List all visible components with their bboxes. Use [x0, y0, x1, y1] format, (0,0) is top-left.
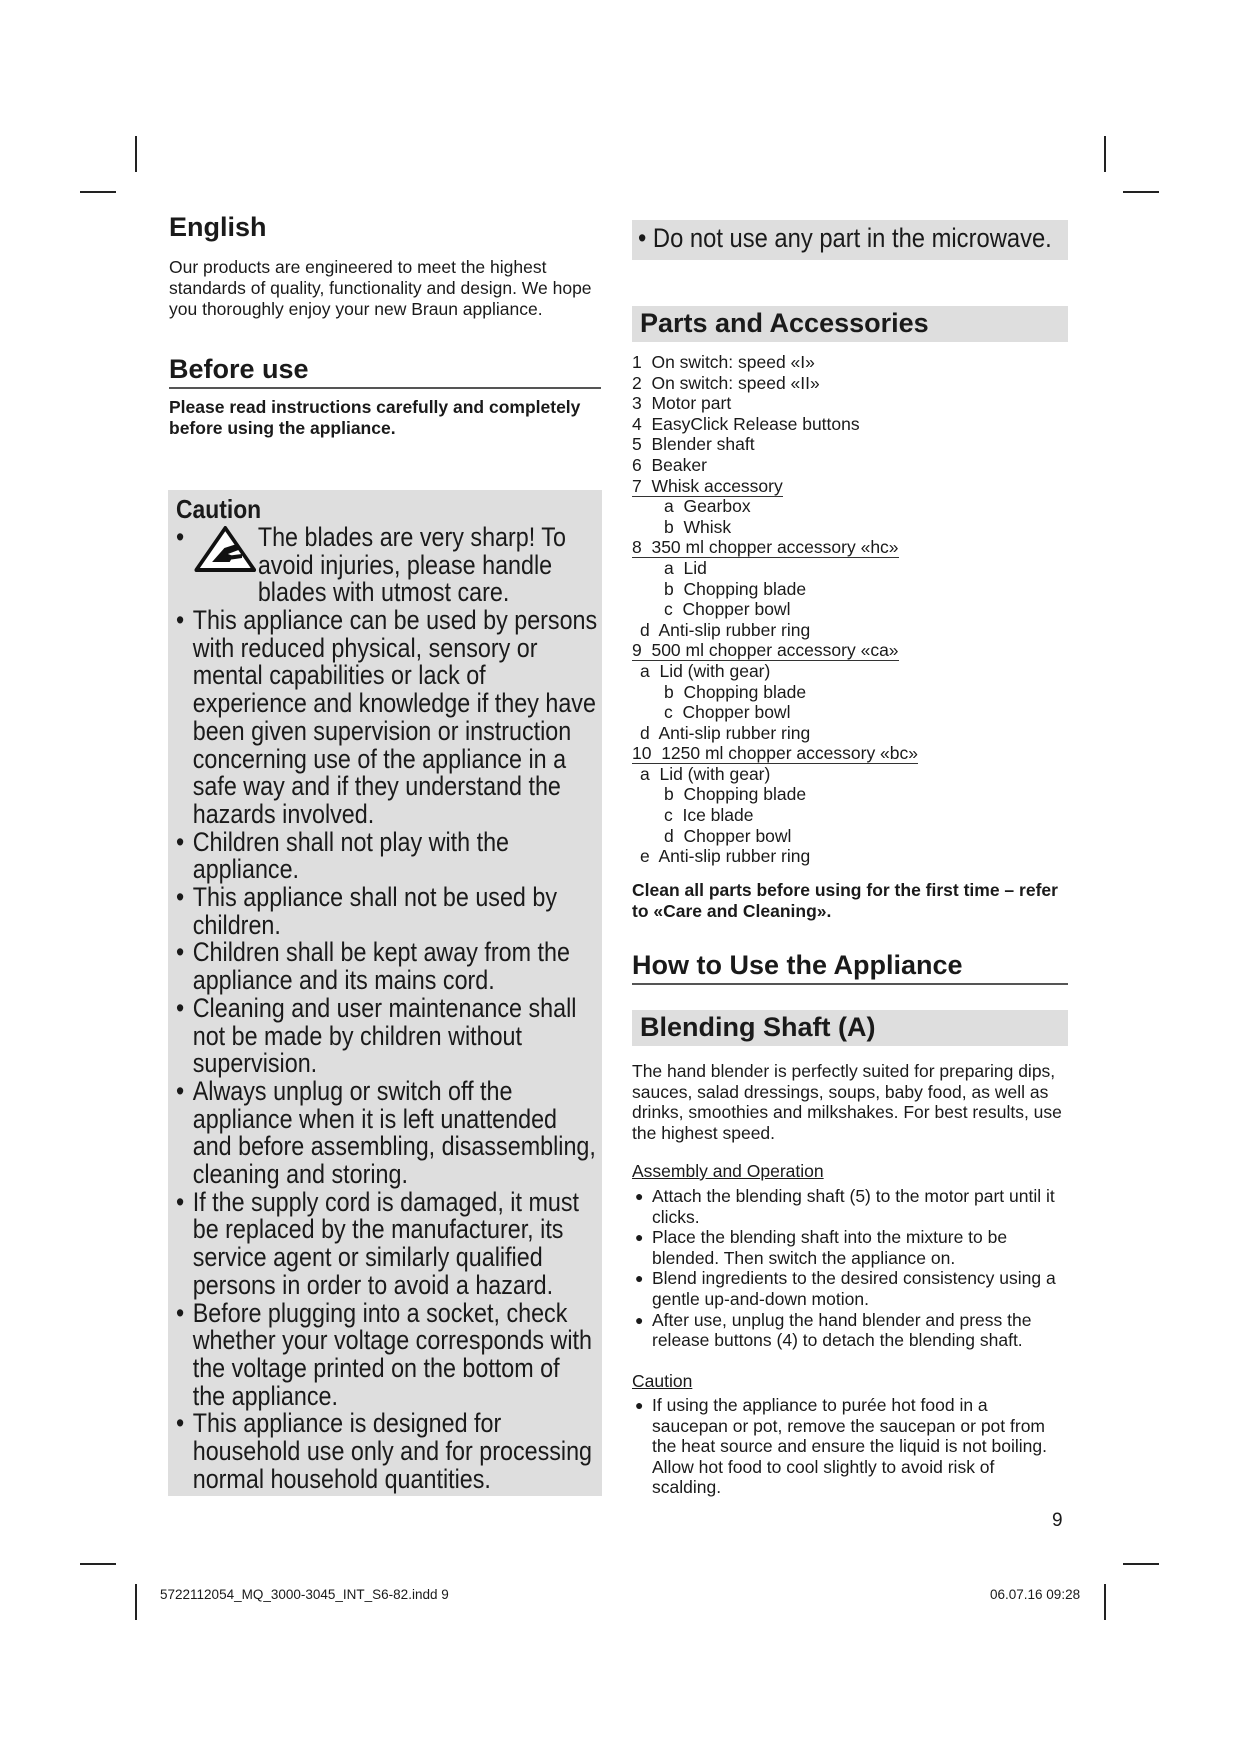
crop-mark — [1123, 1563, 1159, 1565]
part-subitem: c Chopper bowl — [664, 702, 791, 723]
part-subitem: d Chopper bowl — [664, 825, 792, 846]
microwave-warning-box — [632, 220, 1068, 260]
part-subitem: a Lid (with gear) — [640, 763, 771, 784]
left-column — [169, 212, 603, 439]
parts-list — [632, 352, 1068, 867]
part-item: 5 Blender shaft — [632, 434, 755, 455]
footer-file-info: 5722112054_MQ_3000-3045_INT_S6-82.indd 9 — [160, 1587, 449, 1602]
part-item-group-header: 10 1250 ml chopper accessory «bc» — [632, 743, 918, 764]
part-item: 1 On switch: speed «I» — [632, 352, 815, 372]
caution-item: • This appliance shall not be used by children. — [176, 882, 558, 940]
clean-before-use-note: Clean all parts before using for the first time – refer to «Care and Cleaning». — [632, 880, 1058, 921]
caution-list — [176, 524, 598, 1494]
part-item: 3 Motor part — [632, 393, 732, 414]
caution-item: • Before plugging into a socket, check whether your voltage corresponds with the voltage printed on the bottom of the appliance. — [176, 1297, 592, 1411]
page-number: 9 — [1052, 1510, 1063, 1531]
crop-mark — [135, 136, 137, 172]
caution-item: • This appliance can be used by persons with reduced physical, sensory or mental capabilities or lack of experience and knowledge if they have been given supervision or instruction concerning use of the appliance in a safe way and if they understand the hazards involved. — [176, 605, 598, 829]
crop-mark — [1123, 191, 1159, 193]
crop-mark — [80, 1563, 116, 1565]
caution-item: • If the supply cord is damaged, it must be replaced by the manufacturer, its service agent or similarly qualified persons in order to avoid a hazard. — [176, 1186, 579, 1300]
caution-item: • Cleaning and user maintenance shall not be made by children without supervision. — [176, 992, 577, 1079]
how-to-use-title: How to Use the Appliance — [632, 950, 1068, 985]
caution-item: • This appliance is designed for household use only and for processing normal household quantities. — [176, 1408, 593, 1494]
assembly-step: ● After use, unplug the hand blender and press the release buttons (4) to detach the blending shaft. — [635, 1309, 1032, 1351]
parts-accessories-title: Parts and Accessories — [640, 308, 929, 338]
caution-item: • Children shall not play with the appliance. — [176, 826, 510, 885]
blending-shaft-title: Blending Shaft (A) — [640, 1012, 876, 1042]
caution-title: Caution — [176, 494, 262, 524]
crop-mark — [1104, 136, 1106, 172]
language-title: English — [169, 212, 267, 242]
part-subitem: c Chopper bowl — [664, 599, 791, 620]
caution-box — [168, 490, 602, 1496]
caution-item-sharp-blades: • The blades are very sharp! To avoid injuries, please handle blades with utmost care. — [176, 524, 598, 607]
part-subitem: b Chopping blade — [664, 784, 807, 805]
read-instructions-note: Please read instructions carefully and completely before using the appliance. — [169, 397, 581, 438]
part-item: 6 Beaker — [632, 454, 707, 475]
assembly-step: ● Blend ingredients to the desired consistency using a gentle up-and-down motion. — [635, 1268, 1056, 1309]
caution-step: ● If using the appliance to purée hot food in a saucepan or pot, remove the saucepan or pot from the heat source and ensure the liquid is not boiling. Allow hot food to cool slightly to avoid risk of scalding. — [635, 1395, 1047, 1498]
before-use-title: Before use — [169, 354, 601, 389]
caution-subtitle: Caution — [632, 1371, 693, 1391]
assembly-step: ● Attach the blending shaft (5) to the motor part until it clicks. — [635, 1186, 1055, 1227]
intro-text: Our products are engineered to meet the highest standards of quality, functionality and design. We hope you thoroughly enjoy your new Braun appliance. — [169, 257, 592, 319]
part-subitem: b Chopping blade — [664, 681, 807, 702]
caution-steps — [632, 1395, 1068, 1498]
part-subitem: b Whisk — [664, 516, 732, 537]
part-item: 4 EasyClick Release buttons — [632, 413, 860, 434]
sharp-blade-warning-icon — [194, 526, 256, 572]
part-subitem: a Lid — [664, 557, 707, 578]
part-item-group-header: 7 Whisk accessory — [632, 475, 783, 496]
part-subitem: d Anti-slip rubber ring — [640, 619, 811, 640]
part-subitem: d Anti-slip rubber ring — [640, 722, 811, 743]
caution-item: • Children shall be kept away from the appliance and its mains cord. — [176, 937, 570, 996]
assembly-steps — [632, 1186, 1068, 1351]
caution-item: • Always unplug or switch off the appliance when it is left unattended and before assembling, disassembling, cleaning and storing. — [176, 1075, 596, 1190]
crop-mark — [135, 1584, 137, 1620]
part-item: 2 On switch: speed «II» — [632, 372, 820, 393]
part-subitem: a Lid (with gear) — [640, 660, 771, 681]
crop-mark — [80, 191, 116, 193]
crop-mark — [1104, 1584, 1106, 1620]
part-item-group-header: 9 500 ml chopper accessory «ca» — [632, 640, 899, 661]
blending-shaft-header — [632, 1010, 1068, 1046]
parts-accessories-header — [632, 306, 1068, 342]
microwave-warning-text: • Do not use any part in the microwave. — [638, 223, 1052, 253]
part-item-group-header: 8 350 ml chopper accessory «hc» — [632, 537, 899, 558]
assembly-step: ● Place the blending shaft into the mixture to be blended. Then switch the appliance on. — [635, 1227, 1008, 1268]
footer-datetime: 06.07.16 09:28 — [990, 1587, 1081, 1602]
part-subitem: c Ice blade — [664, 805, 754, 826]
part-subitem: a Gearbox — [664, 496, 751, 517]
blending-description: The hand blender is perfectly suited for preparing dips, sauces, salad dressings, soups, baby food, as well as drinks, smoothies and milkshakes. For best results, use the highest speed. — [632, 1061, 1062, 1143]
caution-sharp-blades-text: The blades are very sharp! To avoid injuries, please handle blades with utmost care. — [257, 522, 566, 608]
part-subitem: b Chopping blade — [664, 578, 807, 599]
part-subitem: e Anti-slip rubber ring — [640, 846, 811, 867]
assembly-operation-title: Assembly and Operation — [632, 1161, 824, 1181]
